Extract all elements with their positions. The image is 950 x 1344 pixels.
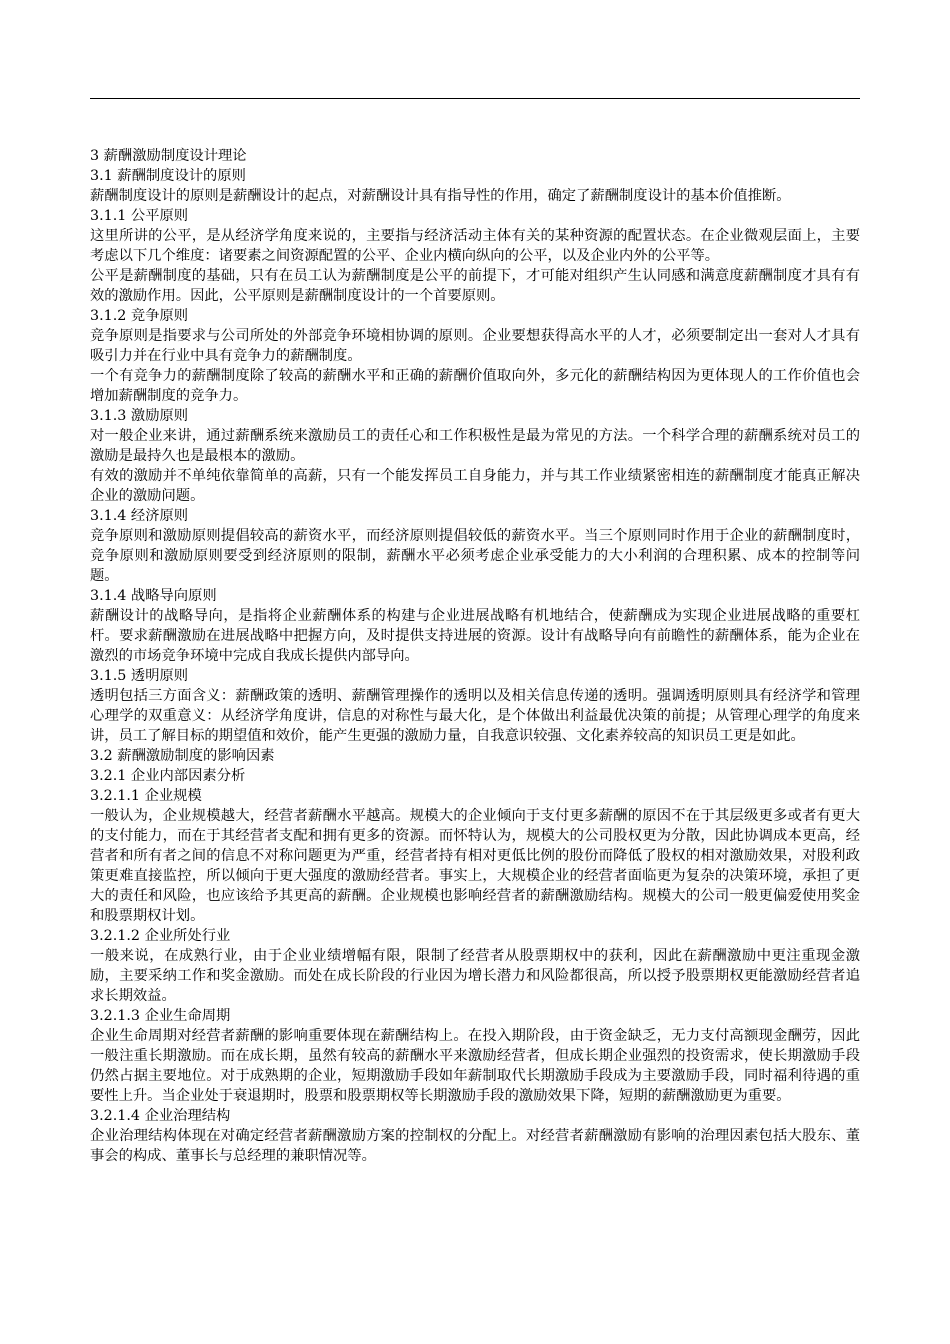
paragraph: 有效的激励并不单纯依靠简单的高薪，只有一个能发挥员工自身能力，并与其工作业绩紧密相连的薪酬制度才能真正解决企业的激励问题。 <box>90 468 860 504</box>
section-heading: 3.1.4 战略导向原则 <box>90 588 217 604</box>
paragraph: 企业生命周期对经营者薪酬的影响重要体现在薪酬结构上。在投入期阶段，由于资金缺乏，无力支付高额现金酬劳，因此一般注重长期激励。而在成长期，虽然有较高的薪酬水平来激励经营者，但成长期企业强烈的投资需求，使长期激励手段仍然占据主要地位。对于成熟期的企业，短期激励手段如年薪制取代长期激励手段成为主要激励手段，同时福利待遇的重要性上升。当企业处于衰退期时，股票和股票期权等长期激励手段的激励效果下降，短期的薪酬激励更为重要。 <box>90 1028 860 1104</box>
section-heading: 3.2.1.2 企业所处行业 <box>90 928 231 944</box>
paragraph: 一个有竞争力的薪酬制度除了较高的薪酬水平和正确的薪酬价值取向外，多元化的薪酬结构因为更体现人的工作价值也会增加薪酬制度的竞争力。 <box>90 368 860 404</box>
section-heading: 3.1.2 竞争原则 <box>90 308 189 324</box>
section-heading: 3.1.1 公平原则 <box>90 208 189 224</box>
document-body <box>90 146 860 1166</box>
paragraph: 一般来说，在成熟行业，由于企业业绩增幅有限，限制了经营者从股票期权中的获利，因此在薪酬激励中更注重现金激励，主要采纳工作和奖金激励。而处在成长阶段的行业因为增长潜力和风险都很高，所以授予股票期权更能激励经营者追求长期效益。 <box>90 948 860 1004</box>
paragraph: 竞争原则和激励原则提倡较高的薪资水平，而经济原则提倡较低的薪资水平。当三个原则同时作用于企业的薪酬制度时，竞争原则和激励原则要受到经济原则的限制，薪酬水平必须考虑企业承受能力的大小利润的合理积累、成本的控制等问题。 <box>90 528 860 584</box>
paragraph: 这里所讲的公平，是从经济学角度来说的，主要指与经济活动主体有关的某种资源的配置状态。在企业微观层面上，主要考虑以下几个维度：诸要素之间资源配置的公平、企业内横向纵向的公平，以及企业内外的公平等。 <box>90 228 860 264</box>
section-heading: 3 薪酬激励制度设计理论 <box>90 148 247 164</box>
section-heading: 3.1.5 透明原则 <box>90 668 189 684</box>
section-heading: 3.1 薪酬制度设计的原则 <box>90 168 246 184</box>
paragraph: 企业治理结构体现在对确定经营者薪酬激励方案的控制权的分配上。对经营者薪酬激励有影响的治理因素包括大股东、董事会的构成、董事长与总经理的兼职情况等。 <box>90 1128 860 1164</box>
paragraph: 透明包括三方面含义：薪酬政策的透明、薪酬管理操作的透明以及相关信息传递的透明。强调透明原则具有经济学和管理心理学的双重意义：从经济学角度讲，信息的对称性与最大化，是个体做出利益最优决策的前提；从管理心理学的角度来讲，员工了解目标的期望值和效价，能产生更强的激励力量，自我意识较强、文化素养较高的知识员工更是如此。 <box>90 688 860 744</box>
section-heading: 3.2.1 企业内部因素分析 <box>90 768 246 784</box>
section-heading: 3.2.1.3 企业生命周期 <box>90 1008 231 1024</box>
section-heading: 3.1.4 经济原则 <box>90 508 189 524</box>
section-heading: 3.2 薪酬激励制度的影响因素 <box>90 748 275 764</box>
paragraph: 薪酬设计的战略导向，是指将企业薪酬体系的构建与企业进展战略有机地结合，使薪酬成为实现企业进展战略的重要杠杆。要求薪酬激励在进展战略中把握方向，及时提供支持进展的资源。设计有战略导向有前瞻性的薪酬体系，能为企业在激烈的市场竞争环境中完成自我成长提供内部导向。 <box>90 608 860 664</box>
paragraph: 薪酬制度设计的原则是薪酬设计的起点，对薪酬设计具有指导性的作用，确定了薪酬制度设计的基本价值推断。 <box>90 188 791 204</box>
header-rule <box>90 98 860 99</box>
section-heading: 3.1.3 激励原则 <box>90 408 189 424</box>
section-heading: 3.2.1.4 企业治理结构 <box>90 1108 231 1124</box>
paragraph: 公平是薪酬制度的基础，只有在员工认为薪酬制度是公平的前提下，才可能对组织产生认同感和满意度薪酬制度才具有有效的激励作用。因此，公平原则是薪酬制度设计的一个首要原则。 <box>90 268 860 304</box>
paragraph: 一般认为，企业规模越大，经营者薪酬水平越高。规模大的企业倾向于支付更多薪酬的原因不在于其层级更多或者有更大的支付能力，而在于其经营者支配和拥有更多的资源。而怀特认为，规模大的公司股权更为分散，因此协调成本更高，经营者和所有者之间的信息不对称问题更为严重，经营者持有相对更低比例的股份而降低了股权的相对激励效果，对股利政策更难直接监控，所以倾向于更大强度的激励经营者。事实上，大规模企业的经营者面临更为复杂的决策环境，承担了更大的责任和风险，也应该给予其更高的薪酬。企业规模也影响经营者的薪酬激励结构。规模大的公司一般更偏爱使用奖金和股票期权计划。 <box>90 808 860 924</box>
paragraph: 对一般企业来讲，通过薪酬系统来激励员工的责任心和工作积极性是最为常见的方法。一个科学合理的薪酬系统对员工的激励是最持久也是最根本的激励。 <box>90 428 860 464</box>
paragraph: 竞争原则是指要求与公司所处的外部竞争环境相协调的原则。企业要想获得高水平的人才，必须要制定出一套对人才具有吸引力并在行业中具有竞争力的薪酬制度。 <box>90 328 860 364</box>
section-heading: 3.2.1.1 企业规模 <box>90 788 202 804</box>
